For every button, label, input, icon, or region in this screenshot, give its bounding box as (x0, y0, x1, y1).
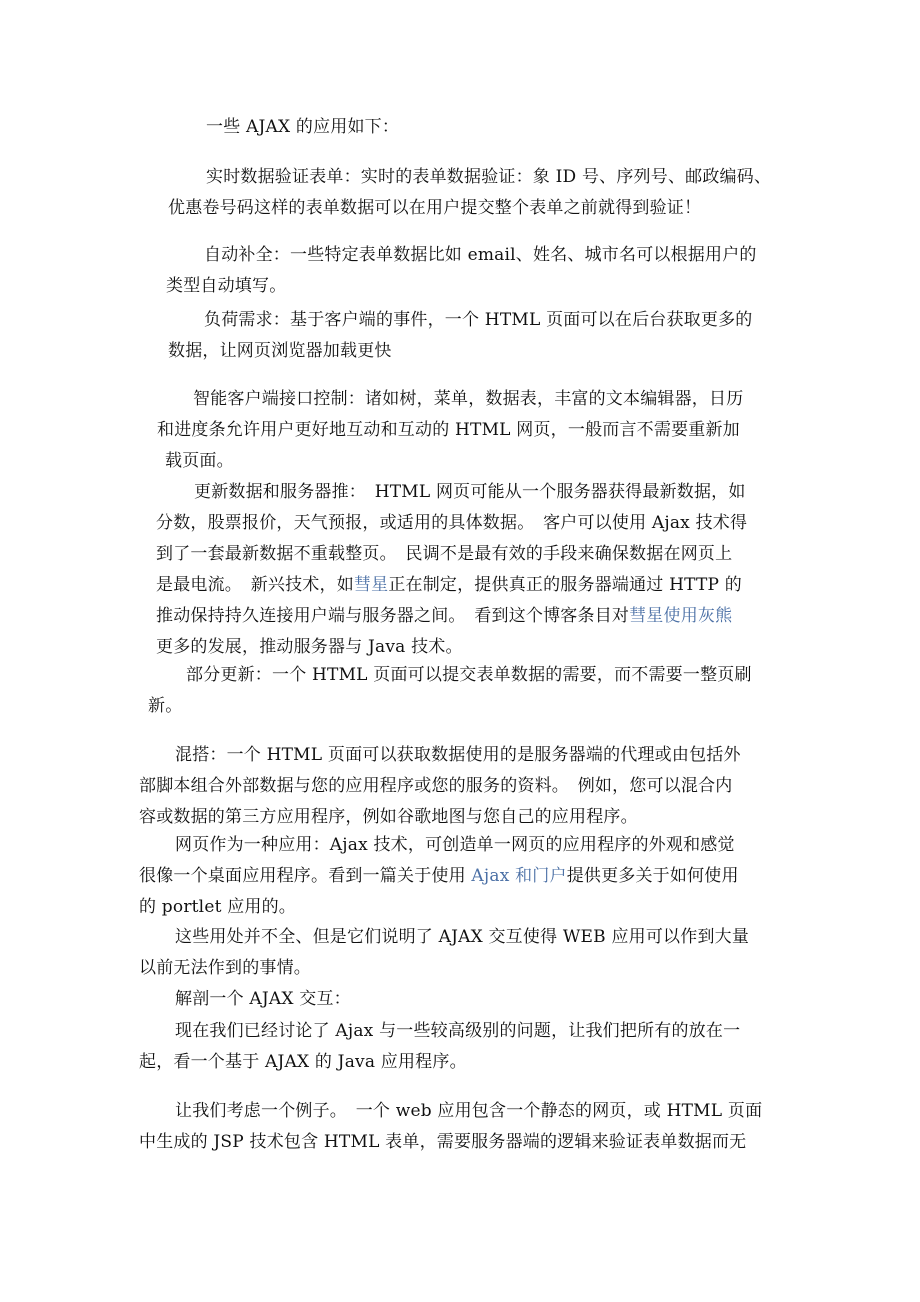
text-line: 实时数据验证表单：实时的表单数据验证：象 ID 号、序列号、邮政编码、 (206, 167, 772, 187)
ajax-portal-link[interactable]: Ajax 和门户 (471, 866, 567, 886)
paragraph-example (139, 1096, 762, 1158)
paragraph-partial-update (148, 660, 752, 722)
text-line: 新。 (148, 696, 183, 716)
text-line: 类型自动填写。 (166, 276, 287, 296)
text-line: 到了一套最新数据不重载整页。 民调不是最有效的手段来确保数据在网页上 (156, 544, 733, 564)
text-line: 智能客户端接口控制：诸如树，菜单，数据表，丰富的文本编辑器，日历 (193, 389, 744, 409)
text-line: 解剖一个 AJAX 交互： (175, 989, 351, 1009)
text-segment: 是最电流。 新兴技术，如 (156, 575, 354, 595)
paragraph-anatomy-heading (175, 984, 351, 1015)
text-line (156, 570, 747, 601)
text-line: 载页面。 (165, 451, 234, 471)
text-line: 负荷需求：基于客户端的事件，一个 HTML 页面可以在后台获取更多的 (204, 310, 753, 330)
text-line: 网页作为一种应用：Ajax 技术，可创造单一网页的应用程序的外观和感觉 (175, 835, 735, 855)
text-line: 部脚本组合外部数据与您的应用程序或您的服务的资料。 例如，您可以混合内 (139, 776, 733, 796)
text-line (139, 861, 739, 892)
text-segment: 很像一个桌面应用程序。看到一篇关于使用 (139, 866, 472, 886)
text-line: 和进度条允许用户更好地互动和互动的 HTML 网页，一般而言不需要重新加 (157, 420, 740, 440)
text-line: 起，看一个基于 AJAX 的 Java 应用程序。 (139, 1052, 467, 1072)
paragraph-realtime-validation (168, 162, 771, 224)
text-line: 优惠卷号码这样的表单数据可以在用户提交整个表单之前就得到验证！ (168, 198, 702, 218)
paragraph-autocomplete (166, 240, 757, 302)
text-line: 让我们考虑一个例子。 一个 web 应用包含一个静态的网页，或 HTML 页面 (175, 1101, 763, 1121)
text-line: 的 portlet 应用的。 (139, 897, 297, 917)
text-line: 中生成的 JSP 技术包含 HTML 表单，需要服务器端的逻辑来验证表单数据而无 (139, 1132, 747, 1152)
paragraph-smart-client-controls (157, 384, 743, 477)
text-segment: 提供更多关于如何使用 (566, 866, 739, 886)
paragraph-page-as-application (139, 830, 739, 923)
text-line: 更新数据和服务器推： HTML 网页可能从一个服务器获得最新数据，如 (194, 482, 746, 502)
paragraph-summary (139, 922, 749, 984)
text-line: 这些用处并不全、但是它们说明了 AJAX 交互使得 WEB 应用可以作到大量 (175, 927, 750, 947)
text-line: 混搭：一个 HTML 页面可以获取数据使用的是服务器端的代理或由包括外 (175, 745, 741, 765)
text-segment: 推动保持持久连接用户端与服务器之间。 看到这个博客条目对 (156, 606, 630, 626)
paragraph-load-on-demand (168, 305, 752, 367)
text-line: 部分更新：一个 HTML 页面可以提交表单数据的需要，而不需要一整页刷 (186, 665, 752, 685)
comet-grizzly-link[interactable]: 彗星使用灰熊 (629, 606, 733, 626)
text-line: 一些 AJAX 的应用如下： (206, 117, 400, 137)
text-line: 容或数据的第三方应用程序，例如谷歌地图与您自己的应用程序。 (139, 807, 638, 827)
text-line: 自动补全：一些特定表单数据比如 email、姓名、城市名可以根据用户的 (204, 245, 757, 265)
comet-link[interactable]: 彗星 (353, 575, 389, 595)
text-line: 更多的发展，推动服务器与 Java 技术。 (156, 637, 463, 657)
text-line: 数据，让网页浏览器加载更快 (168, 341, 392, 361)
text-line (156, 601, 747, 632)
text-line: 现在我们已经讨论了 Ajax 与一些较高级别的问题，让我们把所有的放在一 (175, 1021, 741, 1041)
text-line: 分数，股票报价，天气预报，或适用的具体数据。 客户可以使用 Ajax 技术得 (156, 513, 748, 533)
paragraph-discussion (139, 1016, 740, 1078)
paragraph-server-push (156, 477, 747, 663)
text-line: 以前无法作到的事情。 (139, 958, 311, 978)
paragraph-mashups (139, 740, 741, 833)
text-segment: 正在制定，提供真正的服务器端通过 HTTP 的 (388, 575, 742, 595)
paragraph-ajax-uses-intro (206, 112, 399, 143)
